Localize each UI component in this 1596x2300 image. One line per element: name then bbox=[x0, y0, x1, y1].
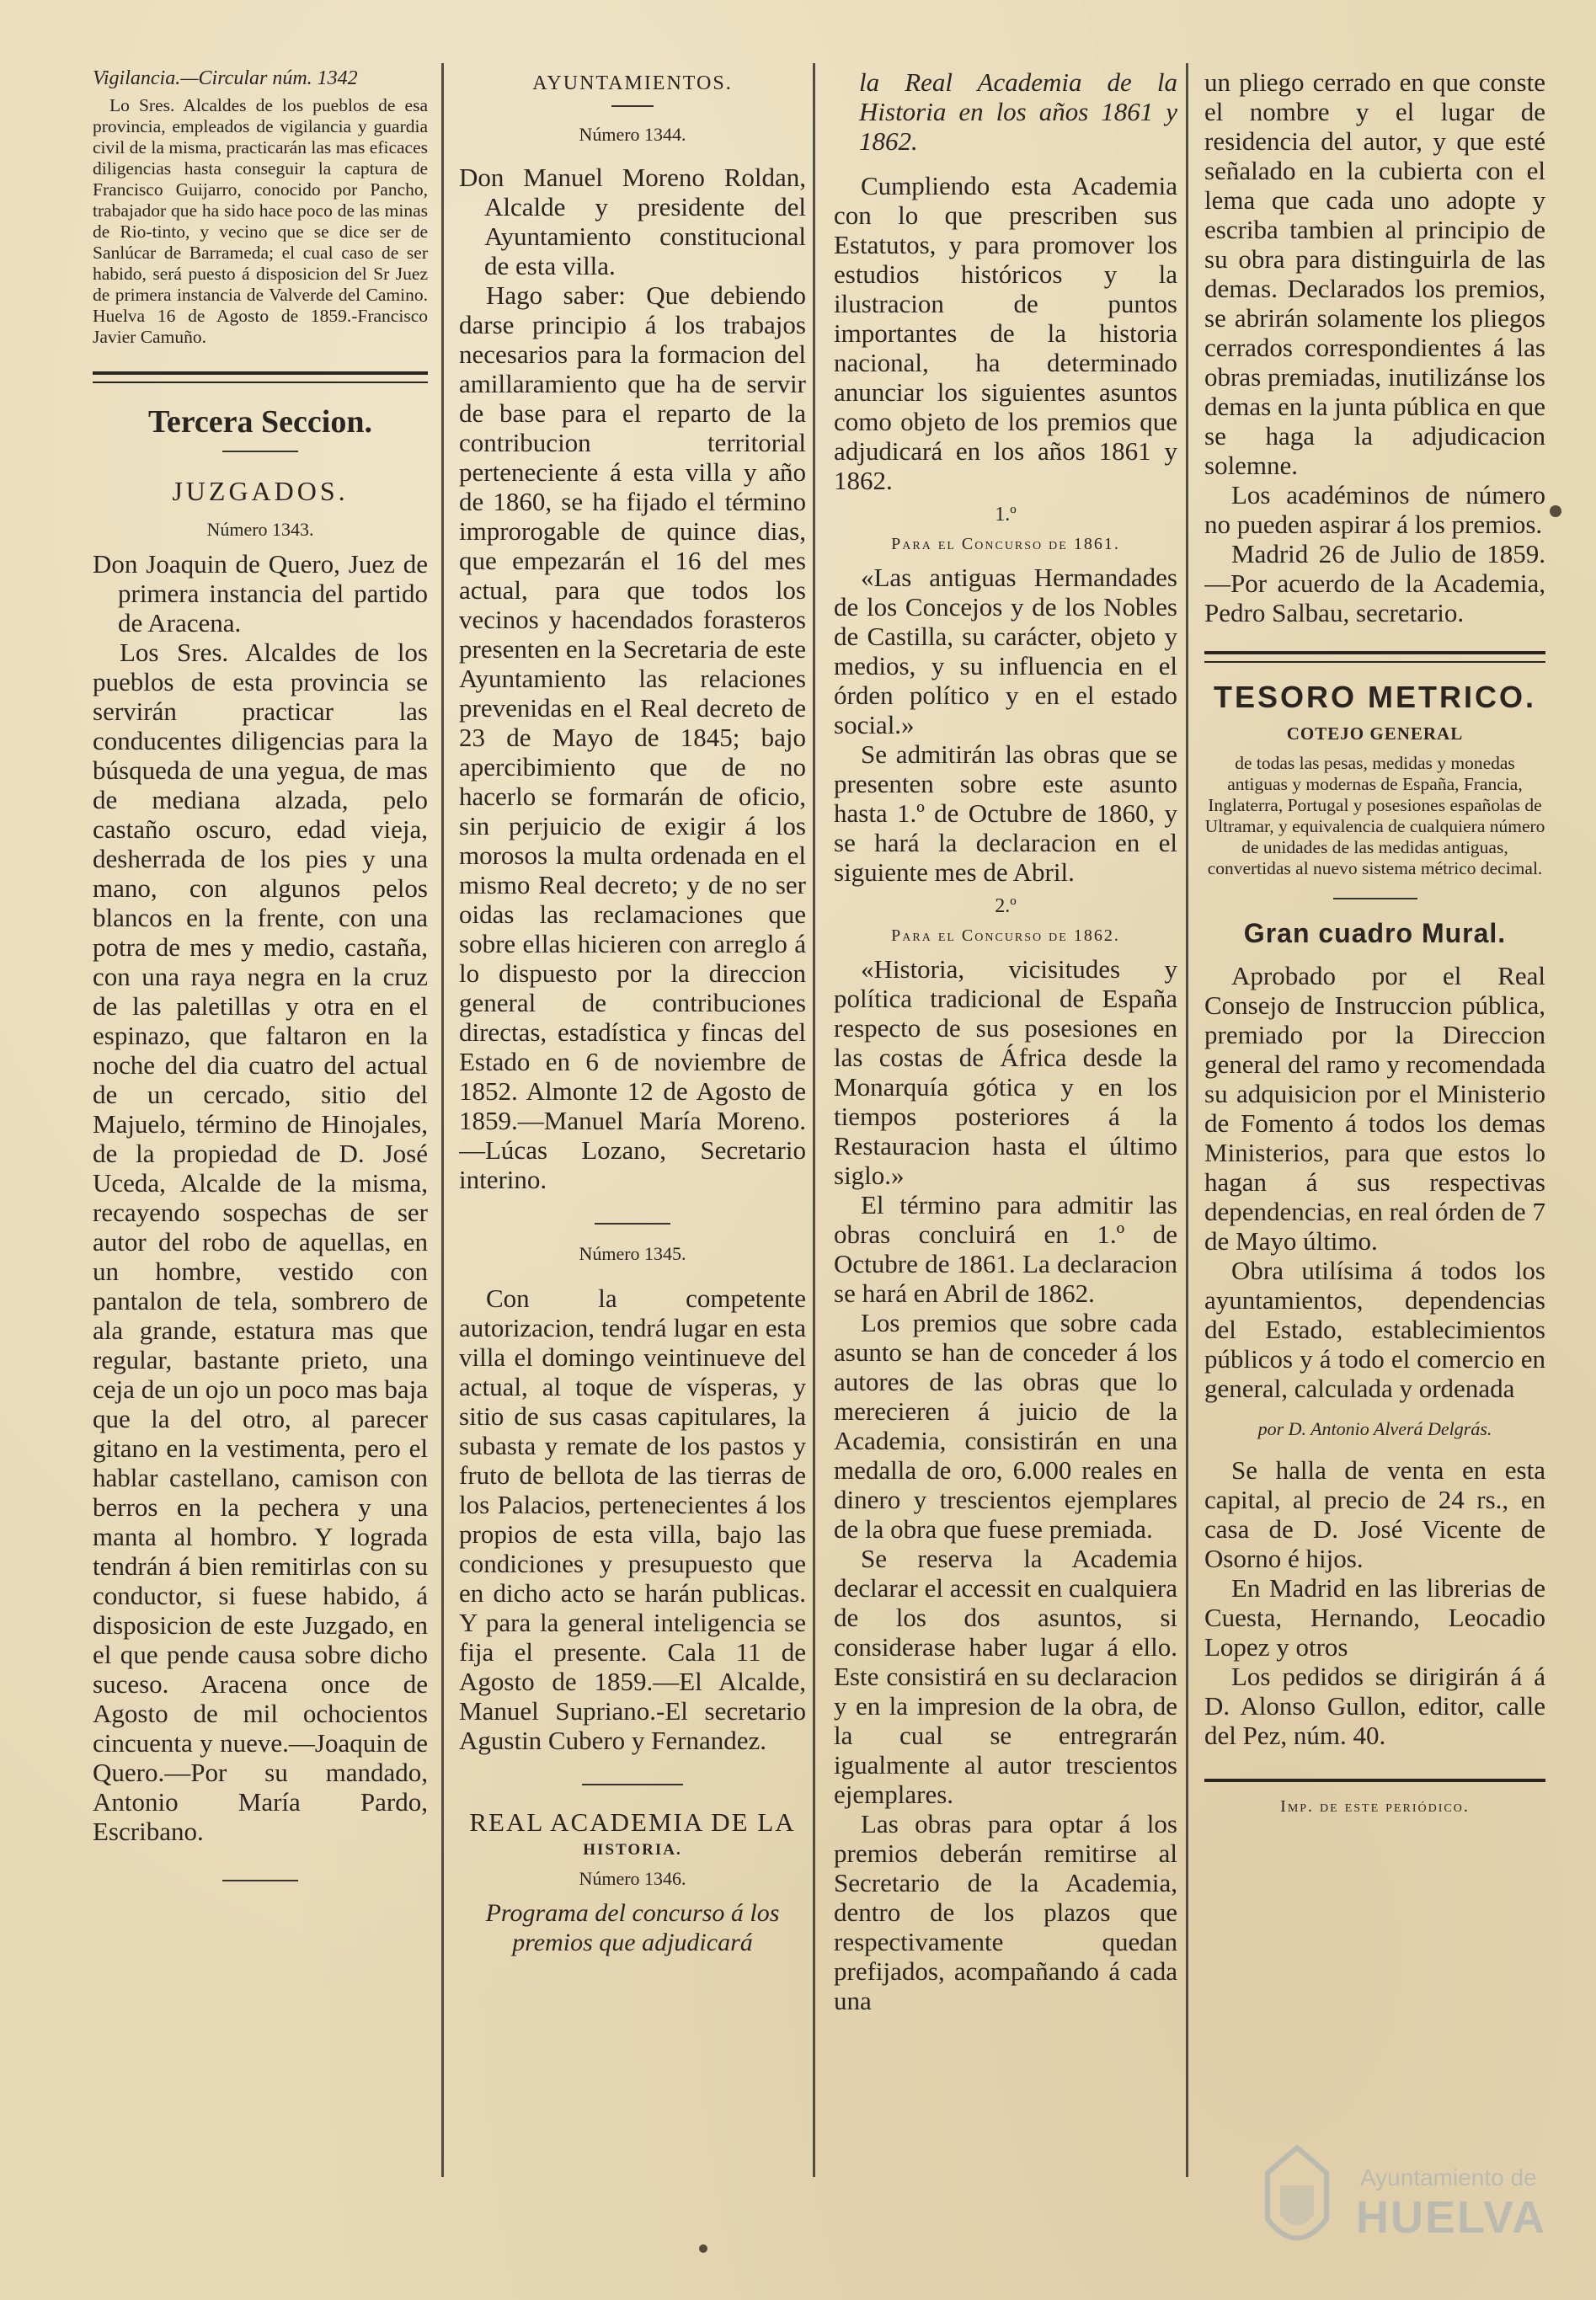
cuadro-body: Aprobado por el Real Consejo de Instruccion pública, premiado por la Direccion general del ramo y recomendada su adquisicion por el Ministerio de Fomento á todos los demas Ministerios, para que estos lo hagan á sus respectivas dependencias, en real órden de 7 de Mayo último. Obra utilísima á todos los ayuntamientos, dependencias del Estado, establecimientos públicos y á todo el comercio en general, calculada y ordenada bbox=[1204, 961, 1545, 1403]
column-rule bbox=[1186, 63, 1188, 2177]
column-3 bbox=[834, 67, 1177, 2015]
section-title: AYUNTAMIENTOS. bbox=[532, 72, 733, 94]
concurso-heading: Para el Concurso de 1861. bbox=[891, 535, 1120, 553]
academia-subtitle: HISTORIA. bbox=[583, 1841, 682, 1859]
watermark bbox=[1251, 2139, 1554, 2265]
column-2 bbox=[459, 67, 806, 1957]
venta-body: Se halla de venta en esta capital, al precio de 24 rs., en casa de D. José Vicente de Osorno é hijos. En Madrid en las librerias de Cuesta, Hernando, Leocadio Lopez y otros Los pedidos se dirigirán á á D. Alonso Gullon, editor, calle del Pez, núm. 40. bbox=[1204, 1455, 1545, 1750]
ink-stain bbox=[699, 2244, 707, 2253]
academia-cont: un pliego cerrado en que conste el nombre y el lugar de residencia del autor, y que esté señalado en la cubierta con el lema que cada uno adopte y escriba tambien al principio de su obra para distinguirla de las demas. Declarados los premios, se abrirán solamente los pliegos cerrados correspondientes á las obras premiadas, inutilizánse los demas en la junta pública en que se haga la adjudicacion solemne. Los académinos de número no pueden aspirar á los premios. Madrid 26 de Julio de 1859.—Por acuerdo de la Academia, Pedro Salbau, secretario. bbox=[1204, 67, 1545, 627]
section-divider bbox=[1204, 651, 1545, 663]
notice-body: Los Sres. Alcaldes de los pueblos de esta provincia se servirán practicar las conducentes diligencias para la búsqueda de una yegua, de mas de mediana alzada, pelo castaño oscuro, edad vieja, desherrada de los pies y una mano, con algunos pelos blancos en la frente, con una potra de mes y medio, castaña, con una raya negra en la cruz de las paletillas y otra en el espinazo, que faltaron en la noche del dia cuatro del actual de un cercado, sitio del Majuelo, término de Hinojales, de la propiedad de D. José Uceda, Alcalde de la misma, recayendo sospechas de ser autor del robo de aquellas, en un hombre, vestido con pantalon de tela, sombrero de ala grande, estatura mas que regular, bastante prieto, una ceja de un ojo un poco mas baja que la del otro, al parecer gitano en la vestimenta, pero el hablar castellano, camison con berros en la pechera y una manta al hombro. Y lograda tendrán á bien remitirlas con su conductor, si fuese habido, á disposicion de este Juzgado, en el que pende causa sobre dicho suceso. Aracena once de Agosto de mil ochocientos cincuenta y nueve.—Joaquin de Quero.—Por su mandado, Antonio María Pardo, Escribano. bbox=[93, 638, 428, 1846]
column-1 bbox=[93, 67, 428, 1892]
academia-title: REAL ACADEMIA DE LA bbox=[469, 1807, 796, 1837]
notice-number: Número 1344. bbox=[579, 124, 686, 145]
section-divider bbox=[93, 371, 428, 383]
column-rule bbox=[813, 63, 815, 2177]
watermark-line2: HUELVA bbox=[1356, 2192, 1546, 2243]
cotejo-description: de todas las pesas, medidas y monedas antiguas y modernas de España, Francia, Inglaterra, Portugal y posesiones españolas de Ultramar, y equivalencia de cualquiera número de unidades de las medidas antiguas, convertidas al nuevo sistema métrico decimal. bbox=[1204, 753, 1545, 878]
juzgados-title: JUZGADOS. bbox=[172, 476, 349, 506]
tema-text: «Historia, vicisitudes y política tradicional de España respecto de sus posesiones en las costas de África desde la Monarquía gótica y en los tiempos posteriores á la Restauracion hasta el último siglo.» El término para admitir las obras concluirá en 1.º de Octubre de 1861. La declaracion se hará en Abril de 1862. Los premios que sobre cada asunto se han de conceder á los autores de las obras que lo merecieren á juicio de la Academia, consistirán en una medalla de oro, 6.000 reales en dinero y trescientos ejemplares de la obra que fuese premiada. Se reserva la Academia declarar el accessit en cualquiera de los dos asuntos, si considerase haber lugar á ello. Este consistirá en su declaracion y en la impresion de la obra, de la cual se entregrarán igualmente al autor trescientos ejemplares. Las obras para optar á los premios deberán remitirse al Secretario de la Academia, dentro de los plazos que respectivamente quedan prefijados, acompañando á cada una bbox=[834, 954, 1177, 2015]
column-rule bbox=[441, 63, 444, 2177]
programa-heading: Programa del concurso á los premios que adjudicará bbox=[485, 1899, 780, 1956]
notice-body: Hago saber: Que debiendo darse principio á los trabajos necesarios para la formacion del amillaramiento que ha de servir de base para el reparto de la contribucion territorial perteneciente á esta villa y año de 1860, se ha fijado el término improrogable de quince dias, que empezarán el 16 del mes actual, para que todos los vecinos y hacendados forasteros presenten en la Secretaria de este Ayuntamiento las relaciones prevenidas en el Real decreto de 23 de Mayo de 1845; bajo apercibimiento que de no hacerlo se formarán de oficio, sin perjuicio de exigir á los morosos la multa ordenada en el mismo Real decreto; y de no ser oidas las reclamaciones que sobre ellas hicieren con arreglo á lo dispuesto por la direccion general de contribuciones directas, estadística y fincas del Estado en 6 de noviembre de 1852. Almonte 12 de Agosto de 1859.—Manuel María Moreno.—Lúcas Lozano, Secretario interino. bbox=[459, 280, 806, 1194]
ink-stain bbox=[1550, 505, 1561, 517]
tema-text: «Las antiguas Hermandades de los Concejos y de los Nobles de Castilla, su carácter, objeto y medios, y su influencia en el órden político y en el estado social.» Se admitirán las obras que se presenten sobre este asunto hasta 1.º de Octubre de 1860, y se hará la declaracion en el siguiente mes de Abril. bbox=[834, 563, 1177, 887]
short-rule bbox=[222, 1880, 298, 1881]
footer-divider bbox=[1204, 1779, 1545, 1785]
tesoro-title: TESORO METRICO. bbox=[1213, 680, 1536, 714]
short-rule bbox=[582, 1784, 683, 1785]
notice-number: Número 1343. bbox=[206, 519, 314, 540]
column-4 bbox=[1204, 67, 1545, 1817]
short-rule bbox=[595, 1223, 670, 1225]
author-line: por D. Antonio Alverá Delgrás. bbox=[1257, 1418, 1492, 1439]
section-title: Tercera Seccion. bbox=[148, 404, 372, 440]
item-number: 2.º bbox=[995, 895, 1017, 917]
academia-intro: Cumpliendo esta Academia con lo que prescriben sus Estatutos, y para promover los estudios históricos y la ilustracion de puntos importantes de la historia nacional, ha determinado anunciar los siguientes asuntos como objeto de los premios que adjudicará en los años 1861 y 1862. bbox=[834, 171, 1177, 495]
cotejo-heading: COTEJO GENERAL bbox=[1286, 723, 1464, 744]
notice-number: Número 1345. bbox=[579, 1243, 686, 1264]
notice-heading: Don Manuel Moreno Roldan, Alcalde y presidente del Ayuntamiento constitucional de esta villa. bbox=[459, 163, 806, 280]
circular-heading: Vigilancia.—Circular núm. 1342 bbox=[93, 67, 358, 89]
cuadro-title: Gran cuadro Mural. bbox=[1243, 918, 1507, 948]
printer-imprint: Imp. de este periódico. bbox=[1280, 1797, 1470, 1816]
concurso-heading: Para el Concurso de 1862. bbox=[891, 926, 1120, 945]
short-rule bbox=[1333, 898, 1417, 899]
short-rule bbox=[611, 105, 654, 107]
programa-heading-cont: la Real Academia de la Historia en los años 1861 y 1862. bbox=[859, 67, 1177, 156]
crest-icon bbox=[1251, 2139, 1343, 2265]
circular-text: Lo Sres. Alcaldes de los pueblos de esa provincia, empleados de vigilancia y guardia civil de la misma, practicarán las mas eficaces diligencias hasta conseguir la captura de Francisco Guijarro, conocido por Pancho, trabajador que ha sido hace poco de las minas de Rio-tinto, y vecino que se dice ser de Sanlúcar de Barrameda; el cual caso de ser habido, será puesto á disposicion del Sr Juez de primera instancia de Valverde del Camino. Huelva 16 de Agosto de 1859.-Francisco Javier Camuño. bbox=[93, 95, 428, 347]
notice-number: Número 1346. bbox=[579, 1868, 686, 1889]
short-rule bbox=[222, 451, 298, 452]
notice-heading: Don Joaquin de Quero, Juez de primera instancia del partido de Aracena. bbox=[93, 549, 428, 638]
item-number: 1.º bbox=[995, 504, 1017, 526]
watermark-line1: Ayuntamiento de bbox=[1360, 2164, 1537, 2191]
notice-body: Con la competente autorizacion, tendrá lugar en esta villa el domingo veintinueve del actual, al toque de vísperas, y sitio de sus casas capitulares, la subasta y remate de los pastos y fruto de bellota de las tierras de los Palacios, pertenecientes á los propios de esta villa, bajo las condiciones y presupuesto que en dicho acto se harán publicas. Y para la general inteligencia se fija el presente. Cala 11 de Agosto de 1859.—El Alcalde, Manuel Supriano.-El secretario Agustin Cubero y Fernandez. bbox=[459, 1283, 806, 1755]
